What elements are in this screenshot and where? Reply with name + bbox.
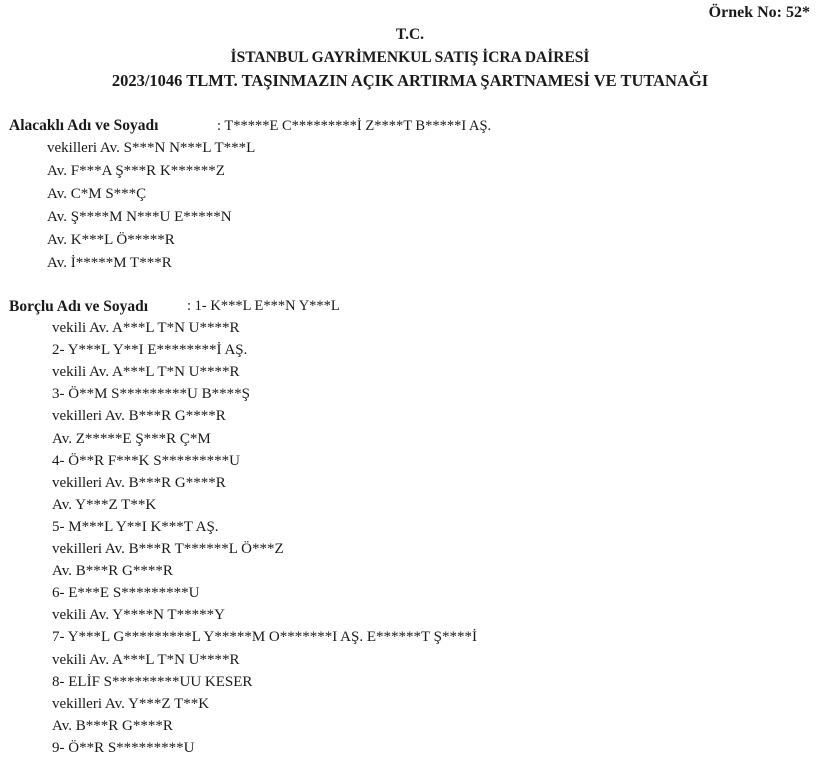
debtor-line: 3- Ö**M S*********U B****Ş [52,386,250,402]
debtor-first-name: : 1- K***L E***N Y***L [187,298,340,314]
creditor-attorney-line: Av. Ş****M N***U E*****N [47,209,232,225]
creditor-attorney-line: Av. C*M S***Ç [47,186,147,202]
debtor-line: vekilleri Av. B***R T******L Ö***Z [52,541,284,557]
header-tc: T.C. [395,26,425,43]
debtor-line: Av. B***R G****R [52,718,173,734]
debtor-line: vekili Av. A***L T*N U****R [52,320,240,336]
debtor-line: Av. Z*****E Ş***R Ç*M [52,431,211,447]
debtor-line: 5- M***L Y**I K***T AŞ. [52,519,219,535]
debtor-line: vekili Av. A***L T*N U****R [52,652,240,668]
document-number: Örnek No: 52* [708,4,810,21]
debtor-line: Av. B***R G****R [52,563,173,579]
header-office: İSTANBUL GAYRİMENKUL SATIŞ İCRA DAİRESİ [230,49,590,66]
debtor-line: vekilleri Av. B***R G****R [52,475,226,491]
debtor-line: 8- ELİF S*********UU KESER [52,674,253,690]
debtor-line: 4- Ö**R F***K S*********U [52,453,240,469]
creditor-attorney-line: Av. İ*****M T***R [47,255,172,271]
debtor-line: 9- Ö**R S*********U [52,740,195,756]
debtor-line: 2- Y***L Y**I E********İ AŞ. [52,342,248,358]
debtor-line: Av. Y***Z T**K [52,497,157,513]
debtor-line: vekilleri Av. B***R G****R [52,408,226,424]
debtor-label: Borçlu Adı ve Soyadı [9,298,149,315]
creditor-attorney-line: Av. K***L Ö*****R [47,232,175,248]
creditor-label: Alacaklı Adı ve Soyadı [9,117,159,134]
debtor-line: vekili Av. A***L T*N U****R [52,364,240,380]
debtor-line: 7- Y***L G*********L Y*****M O*******I AŞ. E******T Ş****İ [52,629,477,645]
header-title: 2023/1046 TLMT. TAŞINMAZIN AÇIK ARTIRMA ŞARTNAMESİ VE TUTANAĞI [111,71,709,90]
debtor-line: 6- E***E S*********U [52,585,200,601]
debtor-line: vekilleri Av. Y***Z T**K [52,696,210,712]
creditor-name: : T*****E C*********İ Z****T B*****I AŞ. [217,118,492,134]
debtor-line: vekili Av. Y****N T*****Y [52,607,225,623]
creditor-attorney-line: Av. F***A Ş***R K******Z [47,163,225,179]
creditor-attorney-line: vekilleri Av. S***N N***L T***L [47,140,256,156]
